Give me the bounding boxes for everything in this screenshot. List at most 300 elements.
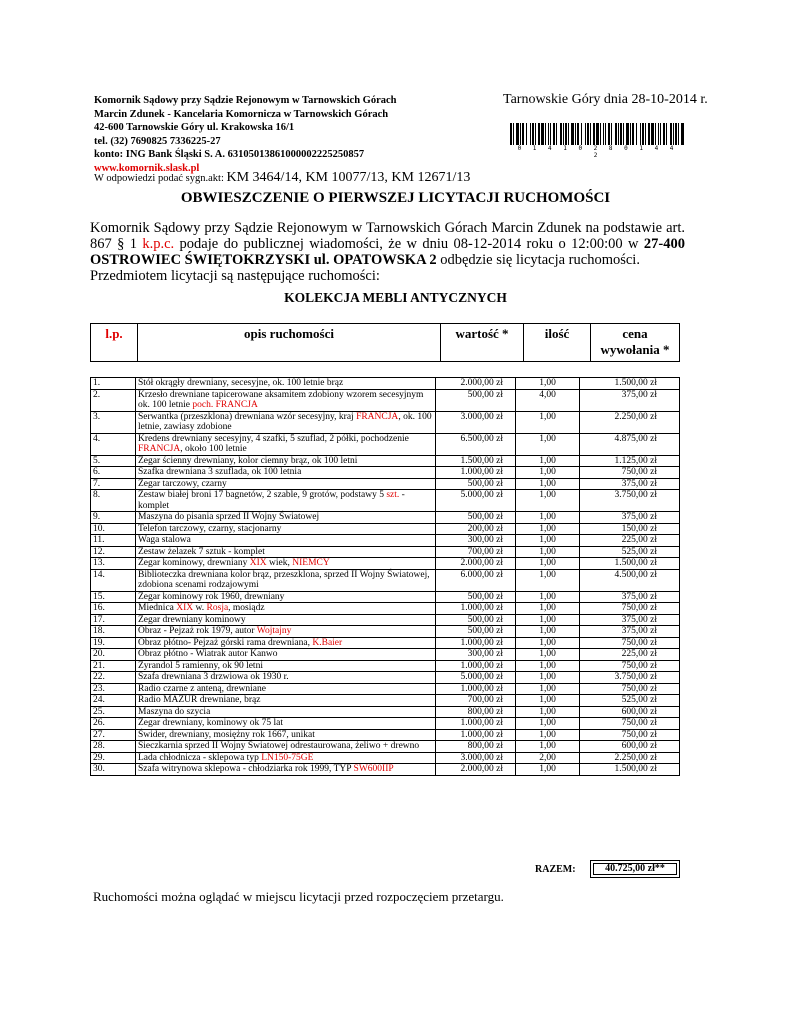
barcode-bar <box>560 123 562 147</box>
barcode-bar <box>571 123 574 147</box>
table-row <box>91 378 680 390</box>
item-starting-price: 525,00 zł <box>580 695 680 707</box>
item-origin-text: Rosja <box>206 603 229 613</box>
item-lp: 6. <box>91 467 136 479</box>
item-text: Kredens drewniany secesyjny, 4 szafki, 5 szuflad, 2 półki, pochodzenie <box>138 433 409 444</box>
item-text: Obraz płótno- Pejzaż górski rama drewniana, <box>138 637 313 648</box>
item-text: , ok. 100 letnie, zawiasy zdobione <box>138 411 432 432</box>
items-header-table <box>90 323 680 362</box>
table-row <box>91 467 680 479</box>
col-lp: l.p. <box>91 324 138 362</box>
item-starting-price: 225,00 zł <box>580 535 680 547</box>
barcode-bar <box>596 123 599 147</box>
item-description <box>136 389 436 411</box>
item-description <box>136 637 436 649</box>
barcode-bar <box>530 123 531 147</box>
item-starting-price: 1.500,00 zł <box>580 764 680 776</box>
item-description <box>136 523 436 535</box>
item-lp: 10. <box>91 523 136 535</box>
item-starting-price: 2.250,00 zł <box>580 752 680 764</box>
item-description <box>136 695 436 707</box>
item-value: 6.000,00 zł <box>436 569 516 591</box>
barcode-bar <box>510 123 512 147</box>
item-text: Szafka drewniana 3 szuflada, ok 100 letnia <box>138 467 302 477</box>
item-text: wiek, <box>266 558 293 568</box>
item-text: Radio czarne z anteną, drewniane <box>138 683 266 694</box>
barcode-bar <box>623 123 624 147</box>
item-quantity: 1,00 <box>516 764 580 776</box>
table-row <box>91 741 680 753</box>
item-description <box>136 764 436 776</box>
item-text: , mosiądz <box>228 603 265 613</box>
item-starting-price: 1.500,00 zł <box>580 378 680 390</box>
col-cena-line2: wywołania * <box>600 342 670 357</box>
table-row <box>91 535 680 547</box>
item-text: Świder, drewniany, mosiężny rok 1667, unikat <box>138 729 315 740</box>
item-quantity: 1,00 <box>516 637 580 649</box>
item-starting-price: 525,00 zł <box>580 546 680 558</box>
table-row <box>91 569 680 591</box>
table-row <box>91 411 680 433</box>
item-origin-text: NIEMCY <box>292 558 330 568</box>
item-quantity: 1,00 <box>516 649 580 661</box>
barcode-bar <box>577 123 579 147</box>
barcode-bar <box>565 123 567 147</box>
item-starting-price: 225,00 zł <box>580 649 680 661</box>
item-description <box>136 490 436 512</box>
item-description <box>136 752 436 764</box>
sygn-label: W odpowiedzi podać sygn.akt: <box>94 173 227 184</box>
www-suffix: .pl <box>187 162 200 174</box>
barcode-bar <box>666 123 667 147</box>
item-quantity: 1,00 <box>516 706 580 718</box>
item-lp: 22. <box>91 672 136 684</box>
col-ilosc: ilość <box>524 324 591 362</box>
item-quantity: 1,00 <box>516 455 580 467</box>
barcode-bar <box>556 123 557 147</box>
intro-p4: Przedmiotem licytacji są następujące ruchomości: <box>90 268 380 284</box>
item-origin-text: poch. FRANCJA <box>192 400 258 410</box>
item-starting-price: 1.500,00 zł <box>580 558 680 570</box>
document-date: Tarnowskie Góry dnia 28-10-2014 r. <box>503 92 708 107</box>
item-text: Sieczkarnia sprzed II Wojny Światowej odrestaurowana, żeliwo + drewno <box>138 741 420 751</box>
item-text: Miednica <box>138 603 177 613</box>
barcode-bar <box>618 123 619 147</box>
barcode-bar <box>550 123 551 147</box>
barcode-bar <box>553 123 555 147</box>
table-row <box>91 614 680 626</box>
item-value: 500,00 zł <box>436 614 516 626</box>
item-value: 1.000,00 zł <box>436 729 516 741</box>
item-starting-price: 750,00 zł <box>580 603 680 615</box>
barcode-bar <box>651 123 654 147</box>
barcode-bar <box>670 123 672 147</box>
header-address: 42-600 Tarnowskie Góry ul. Krakowska 16/1 <box>94 122 295 133</box>
item-text: Szafa witrynowa sklepowa - chłodziarka rok 1999, TYP <box>138 764 354 774</box>
item-starting-price: 750,00 zł <box>580 637 680 649</box>
table-row <box>91 389 680 411</box>
bailiff-header <box>94 94 396 175</box>
barcode-bar <box>520 123 521 147</box>
item-starting-price: 600,00 zł <box>580 706 680 718</box>
item-quantity: 1,00 <box>516 467 580 479</box>
item-quantity: 1,00 <box>516 546 580 558</box>
item-quantity: 1,00 <box>516 433 580 455</box>
item-origin-text: XIX <box>176 603 194 613</box>
item-lp: 13. <box>91 558 136 570</box>
item-text: Zegar ścienny drewniany, kolor ciemny brąz, ok 100 letni <box>138 455 358 466</box>
barcode-bar <box>636 123 637 147</box>
table-row <box>91 523 680 535</box>
item-description <box>136 569 436 591</box>
item-quantity: 1,00 <box>516 478 580 490</box>
item-text: , około 100 letnie <box>180 444 247 454</box>
item-starting-price: 750,00 zł <box>580 660 680 672</box>
barcode-bar <box>532 123 534 147</box>
col-opis: opis ruchomości <box>138 324 441 362</box>
table-row <box>91 637 680 649</box>
auction-place: 27-400 OSTROWIEC ŚWIĘTOKRZYSKI ul. OPATOWSKA 2 <box>90 236 685 268</box>
item-lp: 28. <box>91 741 136 753</box>
barcode-bar <box>642 123 644 147</box>
item-value: 2.000,00 zł <box>436 378 516 390</box>
item-starting-price: 375,00 zł <box>580 626 680 638</box>
barcode-bar <box>545 123 546 147</box>
viewing-note: Ruchomości można oglądać w miejscu licytacji przed rozpoczęciem przetargu. <box>93 889 504 904</box>
table-row <box>91 433 680 455</box>
barcode-bar <box>585 123 586 147</box>
item-quantity: 1,00 <box>516 378 580 390</box>
barcode-bar <box>548 123 549 147</box>
barcode-bar <box>526 123 527 147</box>
barcode-bar <box>608 123 610 147</box>
barcode-bar <box>522 123 524 147</box>
item-quantity: 1,00 <box>516 626 580 638</box>
item-text: Telefon tarczowy, czarny, stacjonarny <box>138 523 282 534</box>
item-quantity: 1,00 <box>516 729 580 741</box>
item-text: Radio MAZUR drewniane, brąz <box>138 695 261 705</box>
item-starting-price: 750,00 zł <box>580 729 680 741</box>
item-text: Zegar kominowy rok 1960, drewniany <box>138 591 285 602</box>
intro-kpc: k.p.c. <box>142 236 175 252</box>
item-lp: 30. <box>91 764 136 776</box>
barcode-image <box>510 123 685 159</box>
item-value: 1.000,00 zł <box>436 683 516 695</box>
barcode-bar <box>681 123 684 147</box>
item-lp: 27. <box>91 729 136 741</box>
barcode-bar <box>611 123 612 147</box>
header-account: konto: ING Bank Śląski S. A. 63105013861000002225250857 <box>94 149 365 160</box>
item-value: 1.000,00 zł <box>436 637 516 649</box>
item-starting-price: 150,00 zł <box>580 523 680 535</box>
item-lp: 7. <box>91 478 136 490</box>
barcode-bar <box>663 123 665 147</box>
item-value: 300,00 zł <box>436 535 516 547</box>
barcode-bar <box>655 123 656 147</box>
item-quantity: 1,00 <box>516 718 580 730</box>
item-description <box>136 455 436 467</box>
item-quantity: 4,00 <box>516 389 580 411</box>
item-text: Stół okrągły drewniany, secesyjne, ok. 100 letnie brąz <box>138 378 344 388</box>
item-lp: 4. <box>91 433 136 455</box>
item-lp: 23. <box>91 683 136 695</box>
item-value: 3.000,00 zł <box>436 752 516 764</box>
table-row <box>91 729 680 741</box>
barcode-bar <box>568 123 569 147</box>
item-starting-price: 375,00 zł <box>580 478 680 490</box>
item-description <box>136 741 436 753</box>
item-quantity: 1,00 <box>516 558 580 570</box>
item-description <box>136 558 436 570</box>
item-text: Krzesło drewniane tapicerowane aksamitem zdobiony wzorem secesyjnym ok. 100 letnie <box>138 389 424 410</box>
table-row <box>91 649 680 661</box>
item-description <box>136 512 436 524</box>
item-lp: 29. <box>91 752 136 764</box>
item-starting-price: 750,00 zł <box>580 683 680 695</box>
item-starting-price: 3.750,00 zł <box>580 672 680 684</box>
item-lp: 1. <box>91 378 136 390</box>
item-quantity: 1,00 <box>516 523 580 535</box>
item-description <box>136 591 436 603</box>
item-quantity: 1,00 <box>516 741 580 753</box>
item-value: 2.000,00 zł <box>436 558 516 570</box>
table-row <box>91 718 680 730</box>
item-value: 300,00 zł <box>436 649 516 661</box>
col-cena-line1: cena <box>622 326 648 341</box>
case-reference <box>94 170 470 186</box>
item-lp: 24. <box>91 695 136 707</box>
www-prefix: www.komornik. <box>94 162 166 174</box>
barcode-bar <box>673 123 674 147</box>
item-lp: 19. <box>91 637 136 649</box>
item-origin-text: Wojtajny <box>256 626 292 636</box>
item-lp: 3. <box>91 411 136 433</box>
barcode-bar <box>630 123 631 147</box>
item-text: Zegar drewniany, kominowy ok 75 lat <box>138 718 284 728</box>
barcode-bar <box>615 123 617 147</box>
item-value: 6.500,00 zł <box>436 433 516 455</box>
item-origin-text: FRANCJA <box>356 411 399 422</box>
table-row <box>91 546 680 558</box>
table-row <box>91 672 680 684</box>
item-description <box>136 411 436 433</box>
item-description <box>136 546 436 558</box>
item-quantity: 1,00 <box>516 683 580 695</box>
table-row <box>91 490 680 512</box>
item-lp: 11. <box>91 535 136 547</box>
item-value: 5.000,00 zł <box>436 672 516 684</box>
item-lp: 5. <box>91 455 136 467</box>
item-description <box>136 378 436 390</box>
item-quantity: 1,00 <box>516 660 580 672</box>
item-quantity: 1,00 <box>516 512 580 524</box>
item-lp: 20. <box>91 649 136 661</box>
item-quantity: 1,00 <box>516 490 580 512</box>
item-value: 1.000,00 zł <box>436 660 516 672</box>
table-row <box>91 683 680 695</box>
item-value: 700,00 zł <box>436 546 516 558</box>
collection-title: KOLEKCJA MEBLI ANTYCZNYCH <box>284 290 507 305</box>
item-lp: 21. <box>91 660 136 672</box>
item-description <box>136 535 436 547</box>
item-quantity: 2,00 <box>516 752 580 764</box>
table-row <box>91 706 680 718</box>
item-quantity: 1,00 <box>516 603 580 615</box>
item-quantity: 1,00 <box>516 535 580 547</box>
item-starting-price: 4.875,00 zł <box>580 433 680 455</box>
item-lp: 18. <box>91 626 136 638</box>
item-description <box>136 649 436 661</box>
item-text: Zestaw białej broni 17 bagnetów, 2 szable, 9 grotów, podstawy 5 <box>138 490 387 500</box>
table-row <box>91 764 680 776</box>
item-quantity: 1,00 <box>516 591 580 603</box>
item-description <box>136 729 436 741</box>
item-value: 1.000,00 zł <box>436 467 516 479</box>
barcode-bar <box>640 123 641 147</box>
item-text: Serwantka (przeszklona) drewniana wzór secesyjny, kraj <box>138 411 357 422</box>
barcode-bar <box>648 123 650 147</box>
sygn-value: KM 3464/14, KM 10077/13, KM 12671/13 <box>226 170 471 185</box>
item-quantity: 1,00 <box>516 672 580 684</box>
item-description <box>136 683 436 695</box>
item-lp: 25. <box>91 706 136 718</box>
item-text: Lada chłodnicza - sklepowa typ <box>138 752 262 763</box>
item-starting-price: 2.250,00 zł <box>580 411 680 433</box>
table-row <box>91 695 680 707</box>
items-table <box>90 377 680 776</box>
item-lp: 14. <box>91 569 136 591</box>
item-value: 1.500,00 zł <box>436 455 516 467</box>
table-row <box>91 603 680 615</box>
item-starting-price: 4.500,00 zł <box>580 569 680 591</box>
intro-p1: Komornik Sądowy przy Sądzie Rejonowym w Tarnowskich Górach Marcin Zdunek na podstawie art. 867 § 1 <box>90 220 685 252</box>
item-quantity: 1,00 <box>516 411 580 433</box>
item-lp: 17. <box>91 614 136 626</box>
item-origin-text: szt. <box>386 490 400 500</box>
item-text: Waga stalowa <box>138 535 191 545</box>
header-line-1: Komornik Sądowy przy Sądzie Rejonowym w Tarnowskich Górach <box>94 95 397 106</box>
item-lp: 16. <box>91 603 136 615</box>
item-starting-price: 750,00 zł <box>580 467 680 479</box>
item-text: Zegar drewniany kominowy <box>138 614 246 625</box>
item-starting-price: 375,00 zł <box>580 512 680 524</box>
col-wartosc: wartość * <box>441 324 524 362</box>
item-value: 700,00 zł <box>436 695 516 707</box>
intro-p2: podaje do publicznej wiadomości, że w dniu 08-12-2014 roku o 12:00:00 w <box>174 236 644 252</box>
item-starting-price: 375,00 zł <box>580 614 680 626</box>
item-quantity: 1,00 <box>516 614 580 626</box>
header-phone: tel. (32) 7690825 7336225-27 <box>94 135 221 147</box>
item-value: 500,00 zł <box>436 626 516 638</box>
item-description <box>136 626 436 638</box>
barcode-bar <box>563 123 564 147</box>
item-text: - komplet <box>138 490 405 511</box>
item-lp: 26. <box>91 718 136 730</box>
item-value: 200,00 zł <box>436 523 516 535</box>
item-description <box>136 433 436 455</box>
item-description <box>136 706 436 718</box>
item-value: 500,00 zł <box>436 512 516 524</box>
item-description <box>136 718 436 730</box>
item-text: Maszyna do szycia <box>138 706 211 717</box>
barcode-bar <box>600 123 601 147</box>
item-value: 5.000,00 zł <box>436 490 516 512</box>
item-origin-text: K.Baier <box>312 637 343 648</box>
item-value: 2.000,00 zł <box>436 764 516 776</box>
barcode-bar <box>620 123 622 147</box>
total-value: 40.725,00 zł** <box>590 860 680 878</box>
item-origin-text: FRANCJA <box>138 444 181 454</box>
item-lp: 8. <box>91 490 136 512</box>
table-row <box>91 512 680 524</box>
barcode-bar <box>538 123 540 147</box>
item-value: 500,00 zł <box>436 591 516 603</box>
table-row <box>91 558 680 570</box>
barcode-bar <box>581 123 582 147</box>
item-starting-price: 750,00 zł <box>580 718 680 730</box>
barcode-bar <box>513 123 514 147</box>
item-description <box>136 672 436 684</box>
barcode-bar <box>626 123 629 147</box>
www-domain: slask <box>165 162 188 174</box>
notice-title: OBWIESZCZENIE O PIERWSZEJ LICYTACJI RUCHOMOŚCI <box>180 190 611 206</box>
item-text: w. <box>193 603 207 613</box>
barcode-bar <box>645 123 646 147</box>
item-starting-price: 600,00 zł <box>580 741 680 753</box>
table-row <box>91 752 680 764</box>
item-description <box>136 603 436 615</box>
item-starting-price: 1.125,00 zł <box>580 455 680 467</box>
item-text: Obraz płótno - Wiatrak autor Kanwo <box>138 649 278 659</box>
item-origin-text: XIX <box>249 558 267 568</box>
barcode-bar <box>603 123 604 147</box>
header-line-2: Marcin Zdunek - Kancelaria Komornicza w Tarnowskich Górach <box>94 108 389 120</box>
item-starting-price: 3.750,00 zł <box>580 490 680 512</box>
barcode-bar <box>660 123 661 147</box>
barcode-bar <box>678 123 679 147</box>
barcode-bar <box>535 123 536 147</box>
item-text: Zegar kominowy, drewniany <box>138 558 250 568</box>
barcode-bar <box>587 123 589 147</box>
item-text: Maszyna do pisania sprzed II Wojny Światowej <box>138 512 320 522</box>
item-starting-price: 375,00 zł <box>580 389 680 411</box>
item-lp: 12. <box>91 546 136 558</box>
table-row <box>91 455 680 467</box>
item-lp: 15. <box>91 591 136 603</box>
barcode-bar <box>593 123 595 147</box>
total-label: RAZEM: <box>535 864 576 875</box>
item-text: Obraz - Pejzaż rok 1979, autor <box>138 626 257 636</box>
table-row <box>91 660 680 672</box>
barcode-bar <box>658 123 659 147</box>
barcode-bar <box>541 123 544 147</box>
item-description <box>136 478 436 490</box>
table-row <box>91 591 680 603</box>
item-origin-text: SW600IIP <box>353 764 394 774</box>
intro-p3: odbędzie się licytacja ruchomości. <box>436 252 640 268</box>
col-cena <box>591 324 680 362</box>
item-value: 500,00 zł <box>436 478 516 490</box>
item-value: 3.000,00 zł <box>436 411 516 433</box>
item-text: Biblioteczka drewniana kolor brąz, przeszklona, sprzed II Wojny Światowej, zdobiona scenami rodzajowymi <box>138 569 430 590</box>
item-description <box>136 614 436 626</box>
item-starting-price: 375,00 zł <box>580 591 680 603</box>
item-description <box>136 660 436 672</box>
barcode-digits: 0 1 4 1 0 2 8 0 1 4 4 2 <box>510 145 685 159</box>
item-origin-text: LN150-75GE <box>261 752 314 763</box>
item-value: 500,00 zł <box>436 389 516 411</box>
item-text: Żyrandol 5 ramienny, ok 90 letni <box>138 660 263 671</box>
